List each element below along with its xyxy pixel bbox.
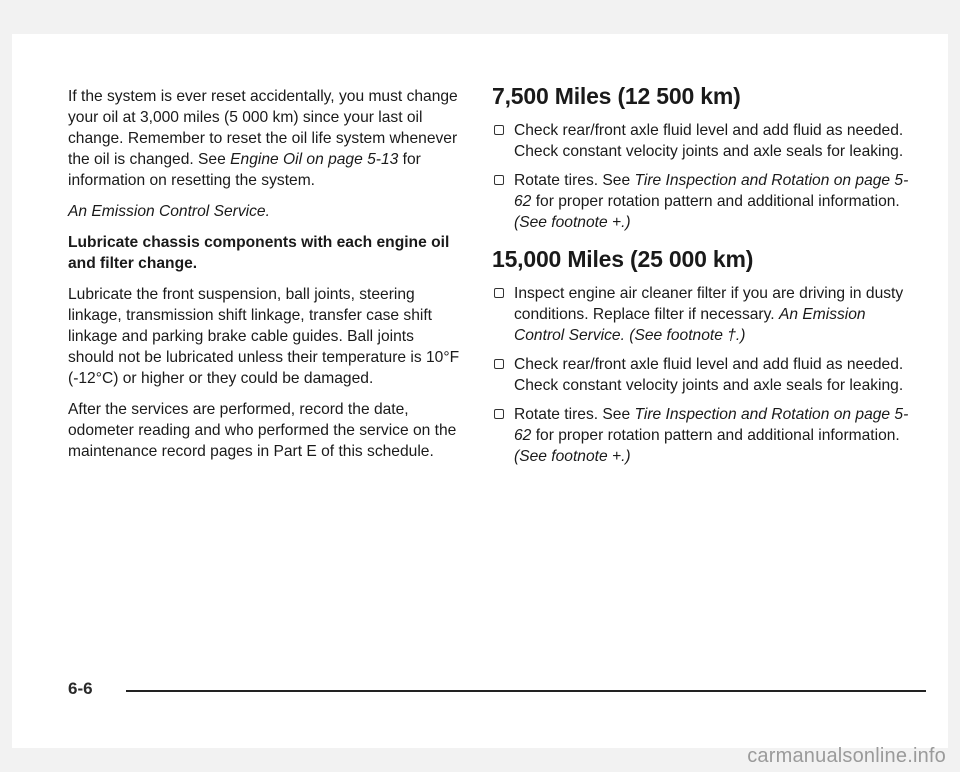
emission-note: An Emission Control Service. bbox=[68, 203, 270, 220]
list-item: Rotate tires. See Tire Inspection and Rotation on page 5-62 for proper rotation pattern and additional information. (See footnote +.) bbox=[492, 404, 912, 467]
engine-oil-reference[interactable]: Engine Oil on page 5-13 bbox=[230, 151, 399, 168]
list-item: Rotate tires. See Tire Inspection and Rotation on page 5-62 for proper rotation pattern and additional information. (See footnote +.) bbox=[492, 170, 912, 233]
list-item: Check rear/front axle fluid level and add fluid as needed. Check constant velocity joints and axle seals for leaking. bbox=[492, 354, 912, 396]
page-number: 6-6 bbox=[68, 679, 93, 698]
checklist-15000 bbox=[492, 283, 912, 467]
list-item: Check rear/front axle fluid level and add fluid as needed. Check constant velocity joints and axle seals for leaking. bbox=[492, 120, 912, 162]
checkbox-icon bbox=[494, 359, 504, 369]
checkbox-icon bbox=[494, 175, 504, 185]
site-watermark: carmanualsonline.info bbox=[747, 745, 946, 767]
record-paragraph: After the services are performed, record the date, odometer reading and who performed the service on the maintenance record pages in Part E of this schedule. bbox=[68, 401, 457, 460]
checklist-7500 bbox=[492, 120, 912, 233]
right-column bbox=[492, 82, 912, 475]
checkbox-icon bbox=[494, 409, 504, 419]
checkbox-icon bbox=[494, 288, 504, 298]
footer-divider bbox=[126, 690, 926, 692]
left-column bbox=[68, 86, 464, 472]
checkbox-icon bbox=[494, 125, 504, 135]
section-heading-15000: 15,000 Miles (25 000 km) bbox=[492, 246, 754, 272]
reset-paragraph: If the system is ever reset accidentally, you must change your oil at 3,000 miles (5 000 km) since your last oil change. Remember to reset the oil life system whenever the oil is changed. See Engine Oil on page 5-13 for information on resetting the system. bbox=[68, 88, 458, 189]
tire-rotation-reference[interactable]: Tire Inspection and Rotation on page 5-62 bbox=[514, 406, 909, 444]
tire-rotation-reference[interactable]: Tire Inspection and Rotation on page 5-62 bbox=[514, 172, 909, 210]
lubricate-paragraph: Lubricate the front suspension, ball joints, steering linkage, transmission shift linkage, transfer case shift linkage and parking brake cable guides. Ball joints should not be lubricated unless their temperature is 10°F (-12°C) or higher or they could be damaged. bbox=[68, 286, 460, 387]
lubricate-heading: Lubricate chassis components with each engine oil and filter change. bbox=[68, 234, 450, 272]
list-item: Inspect engine air cleaner filter if you are driving in dusty conditions. Replace filter if necessary. An Emission Control Service. (See footnote †.) bbox=[492, 283, 912, 346]
manual-page bbox=[12, 34, 948, 748]
section-heading-7500: 7,500 Miles (12 500 km) bbox=[492, 83, 741, 109]
